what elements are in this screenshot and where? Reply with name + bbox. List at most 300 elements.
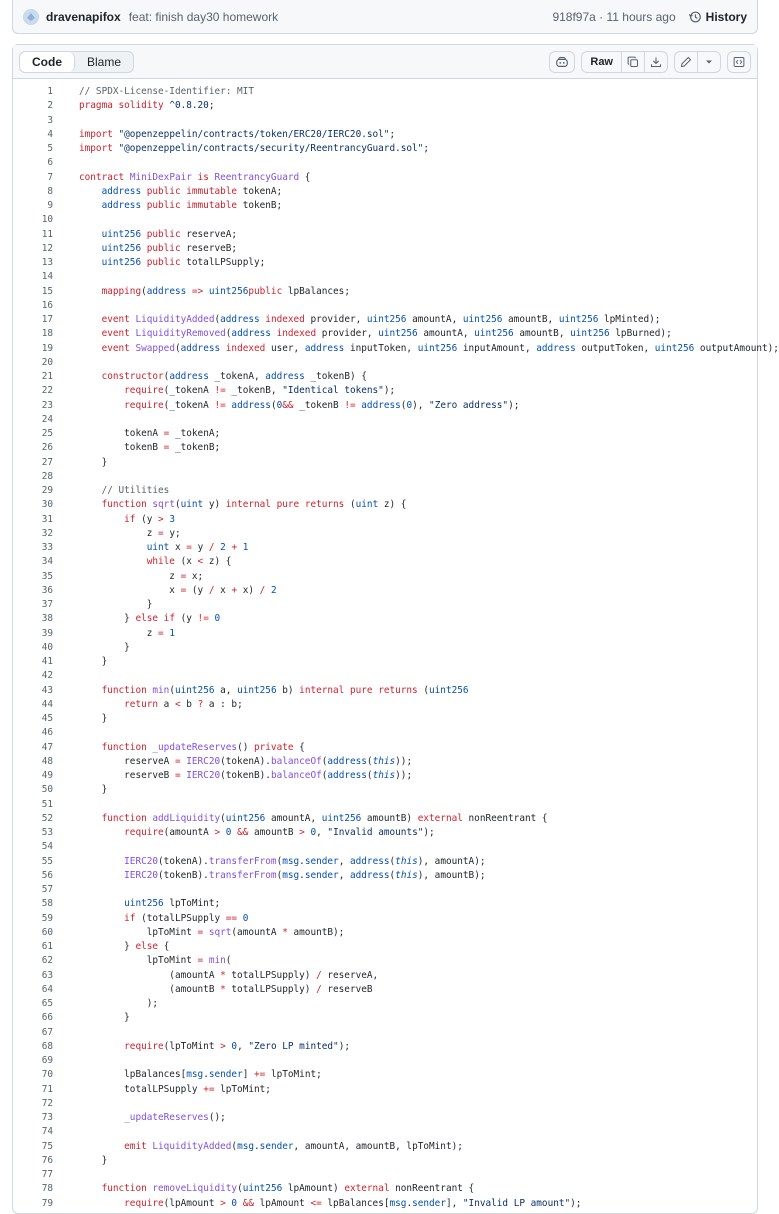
line-number[interactable]: 36 [41, 584, 53, 596]
code-token: external [417, 812, 469, 824]
commit-message[interactable]: feat: finish day30 homework [128, 9, 279, 24]
code-token: tokenB; [242, 200, 283, 211]
code-token: ( [389, 869, 396, 881]
line-number[interactable]: 47 [41, 741, 53, 753]
code-token [79, 827, 124, 838]
code-token: ), amountA); [417, 855, 486, 867]
code-line [13, 1125, 757, 1139]
code-token: && [237, 827, 255, 838]
line-number[interactable]: 37 [41, 599, 53, 610]
code-token: x [79, 584, 181, 596]
code-token: z [79, 627, 159, 639]
code-line [13, 299, 757, 313]
line-number[interactable]: 65 [41, 998, 53, 1009]
code-token: address [536, 342, 582, 354]
line-number[interactable]: 78 [41, 1183, 53, 1195]
history-label: History [705, 9, 747, 24]
line-code [53, 342, 779, 356]
code-token: this [372, 770, 396, 781]
code-line [13, 855, 757, 869]
line-number[interactable]: 63 [41, 969, 53, 981]
code-token: public [146, 257, 187, 268]
code-token: msg [282, 869, 300, 881]
code-token: uint256 [474, 328, 520, 340]
line-number[interactable]: 51 [41, 798, 53, 810]
line-code [53, 270, 79, 284]
code-token: sender [208, 1069, 243, 1081]
code-token: 0 [406, 399, 413, 411]
code-line [13, 812, 757, 826]
pencil-icon [680, 56, 692, 68]
author-avatar[interactable] [23, 9, 39, 25]
code-token: * [220, 969, 232, 981]
file-toolbar [13, 45, 757, 79]
code-line [13, 213, 757, 227]
code-token: = [158, 527, 170, 539]
code-token [79, 1041, 124, 1052]
line-code [53, 669, 79, 683]
code-token: address [169, 371, 215, 382]
code-token: } [79, 656, 108, 667]
code-token: indexed [276, 328, 322, 340]
line-number[interactable]: 70 [41, 1069, 53, 1081]
code-token: ( [321, 770, 328, 781]
line-code [53, 541, 248, 555]
code-token: event [101, 314, 136, 325]
line-code [53, 627, 175, 641]
code-token: (lpToMint [163, 1040, 221, 1052]
line-number[interactable]: 20 [41, 356, 53, 368]
line-code [53, 869, 485, 883]
line-code [53, 655, 107, 669]
line-number[interactable]: 23 [41, 399, 53, 411]
line-number[interactable]: 31 [41, 513, 53, 525]
code-token: address [180, 342, 226, 354]
code-token: _tokenB; [174, 442, 221, 454]
line-number[interactable]: 1 [47, 86, 53, 97]
line-number[interactable]: 42 [41, 670, 53, 682]
code-token: = [180, 584, 192, 596]
code-token: = [180, 570, 192, 582]
code-token: )); [395, 755, 413, 767]
line-code [53, 912, 248, 926]
line-number[interactable]: 4 [47, 128, 53, 140]
code-line [13, 926, 757, 940]
line-number[interactable]: 21 [41, 371, 53, 382]
code-line [13, 256, 757, 270]
code-token [79, 1141, 124, 1152]
code-token [79, 913, 124, 924]
code-token: IERC20 [186, 770, 221, 781]
download-raw-button[interactable] [644, 51, 668, 73]
line-code [53, 954, 231, 968]
line-number[interactable]: 17 [41, 314, 53, 325]
code-token: { [299, 171, 311, 183]
code-token: uint256 [366, 314, 413, 325]
line-number[interactable]: 59 [41, 912, 53, 924]
code-token: address [327, 770, 367, 781]
code-token: external [344, 1183, 396, 1195]
code-token: address [265, 371, 311, 382]
code-token: != [344, 399, 362, 411]
line-number[interactable]: 40 [41, 641, 53, 653]
line-code [53, 498, 406, 512]
code-token: lpAmount [259, 1197, 311, 1209]
tab-code[interactable]: Code [20, 52, 75, 72]
code-token: ; [208, 100, 221, 112]
code-token: "@openzeppelin/contracts/security/ReentrancyGuard.sol" [118, 143, 424, 154]
line-number[interactable]: 27 [41, 456, 53, 468]
code-token: { [163, 941, 170, 952]
line-code [53, 313, 660, 327]
code-token: != [214, 385, 232, 397]
line-number[interactable]: 44 [41, 698, 53, 710]
code-token: LiquidityAdded [152, 1140, 232, 1152]
code-line [13, 969, 757, 983]
line-number[interactable]: 57 [41, 884, 53, 895]
code-token: public [248, 285, 288, 297]
code-token: tokenA [79, 428, 164, 439]
code-line [13, 1140, 757, 1154]
line-number[interactable]: 12 [41, 242, 53, 254]
code-token: LiquidityAdded [135, 314, 215, 325]
code-line [13, 598, 757, 612]
line-number[interactable]: 61 [41, 941, 53, 952]
line-number[interactable]: 72 [41, 1097, 53, 1109]
line-number[interactable]: 5 [47, 143, 53, 154]
code-line [13, 270, 757, 284]
code-token: ] [242, 1069, 255, 1081]
line-number[interactable]: 69 [41, 1055, 53, 1066]
code-token: while [146, 556, 181, 568]
line-number[interactable]: 11 [41, 228, 53, 240]
line-code [53, 1125, 79, 1139]
line-number[interactable]: 8 [47, 185, 53, 197]
code-token: ^0.8.20 [169, 100, 209, 112]
code-token: "Invalid amounts" [327, 827, 424, 838]
line-number[interactable]: 74 [41, 1126, 53, 1138]
line-number[interactable]: 79 [41, 1197, 53, 1209]
code-token: balanceOf [270, 770, 322, 781]
code-line [13, 456, 757, 470]
code-token: require [124, 399, 164, 411]
line-number[interactable]: 38 [41, 613, 53, 625]
copilot-button[interactable] [549, 51, 575, 73]
code-token: () [237, 741, 254, 753]
code-token: sender [259, 1140, 294, 1152]
line-number[interactable]: 58 [41, 898, 53, 910]
code-token: lpBalances; [287, 285, 350, 297]
line-code [53, 712, 107, 726]
line-code [53, 798, 79, 812]
code-line [13, 669, 757, 683]
line-number[interactable]: 32 [41, 527, 53, 539]
line-number[interactable]: 18 [41, 328, 53, 340]
line-code [53, 584, 277, 598]
line-number[interactable]: 29 [41, 485, 53, 496]
code-token: ( [174, 342, 181, 354]
code-token [79, 385, 124, 396]
edit-file-button[interactable] [674, 51, 698, 73]
code-token: uint256 [558, 314, 604, 325]
line-number[interactable]: 75 [41, 1140, 53, 1152]
line-number[interactable]: 41 [41, 656, 53, 667]
line-code [53, 1140, 463, 1154]
line-number[interactable]: 2 [47, 100, 53, 112]
line-code [53, 755, 412, 769]
code-token: amountA, [423, 328, 475, 340]
line-number[interactable]: 60 [41, 926, 53, 938]
code-line [13, 156, 757, 170]
code-line [13, 470, 757, 484]
line-number[interactable]: 52 [41, 812, 53, 824]
line-code [53, 356, 79, 370]
code-token: address [231, 399, 271, 411]
code-token: 0 [231, 1197, 243, 1209]
line-number[interactable]: 66 [41, 1012, 53, 1024]
line-number[interactable]: 19 [41, 342, 53, 354]
code-token: / [316, 983, 328, 995]
code-token: 0 [310, 827, 317, 838]
line-code [53, 299, 79, 313]
code-token: = [186, 542, 198, 553]
code-token: outputToken, [581, 342, 655, 354]
line-number[interactable]: 13 [41, 257, 53, 268]
code-line [13, 840, 757, 854]
line-code [53, 1168, 79, 1182]
code-token: a, [220, 684, 238, 696]
line-number[interactable]: 33 [41, 542, 53, 553]
code-token: (_tokenA [163, 399, 215, 411]
code-line [13, 983, 757, 997]
line-code [53, 384, 395, 398]
code-token: } [79, 941, 136, 952]
code-token: + [231, 542, 243, 553]
line-number[interactable]: 49 [41, 770, 53, 781]
line-code [53, 142, 429, 156]
code-token: sender [304, 869, 339, 881]
code-token: a [163, 698, 175, 710]
line-number[interactable]: 73 [41, 1112, 53, 1123]
code-token: "Zero address" [429, 399, 509, 411]
code-token: = [158, 627, 170, 639]
code-token: > [220, 1197, 232, 1209]
code-token: (totalLPSupply [141, 912, 226, 924]
commit-sha-time[interactable]: 918f97a · 11 hours ago [552, 9, 676, 24]
line-code [53, 171, 310, 185]
code-token: totalLPSupply [79, 1083, 204, 1095]
code-token: msg [186, 1069, 204, 1081]
line-number[interactable]: 16 [41, 299, 53, 311]
line-number[interactable]: 10 [41, 214, 53, 226]
line-number[interactable]: 54 [41, 841, 53, 853]
code-token: uint [180, 499, 209, 511]
copy-raw-button[interactable] [621, 51, 645, 73]
code-token: (tokenA). [220, 755, 271, 767]
code-line [13, 826, 757, 840]
line-number[interactable]: 46 [41, 727, 53, 739]
code-token: } [79, 713, 108, 724]
code-token: "@openzeppelin/contracts/token/ERC20/IERC20.sol" [118, 128, 390, 140]
line-code [53, 99, 220, 113]
line-number[interactable]: 50 [41, 784, 53, 796]
code-token: totalLPSupply; [186, 257, 266, 268]
line-number[interactable]: 24 [41, 413, 53, 425]
code-line [13, 570, 757, 584]
code-token [79, 400, 124, 411]
code-token: uint256 [101, 242, 147, 254]
line-code [53, 242, 237, 256]
code-token: 0 [214, 613, 221, 625]
code-token: 0 [231, 1040, 238, 1052]
code-token: } [79, 1012, 130, 1024]
line-number[interactable]: 77 [41, 1169, 53, 1180]
line-number[interactable]: 67 [41, 1026, 53, 1038]
code-token: user, [270, 342, 305, 354]
code-token: IERC20 [124, 869, 159, 881]
code-token: provider, [321, 328, 379, 340]
tab-blame[interactable]: Blame [87, 54, 122, 69]
code-token: address [220, 314, 266, 325]
line-number[interactable]: 43 [41, 684, 53, 696]
line-code [53, 1054, 79, 1068]
code-token [79, 898, 124, 909]
line-number[interactable]: 68 [41, 1040, 53, 1052]
code-line [13, 114, 757, 128]
line-number[interactable]: 22 [41, 385, 53, 397]
code-token: } [79, 1154, 108, 1166]
code-token: address [304, 342, 350, 354]
code-token: ( [220, 812, 226, 824]
code-line [13, 498, 757, 512]
code-token: ReentrancyGuard [214, 171, 300, 183]
symbols-panel-button[interactable] [727, 51, 751, 73]
line-code [53, 570, 203, 584]
code-token: reserveA; [186, 228, 238, 240]
line-number[interactable]: 26 [41, 442, 53, 454]
code-token: uint256 [242, 1183, 288, 1195]
code-token: reserveB; [186, 242, 238, 254]
code-token: ], [445, 1197, 463, 1209]
line-number[interactable]: 14 [41, 271, 53, 283]
line-number[interactable]: 28 [41, 470, 53, 482]
code-token: lpBalances[ [79, 1069, 187, 1081]
line-number[interactable]: 62 [41, 955, 53, 967]
line-code [53, 555, 231, 569]
code-token: == [225, 912, 243, 924]
code-line [13, 1068, 757, 1082]
code-token: uint256 [417, 342, 463, 354]
code-token: < [197, 556, 209, 568]
code-token: inputAmount, [462, 342, 537, 354]
code-token: address [350, 869, 390, 881]
line-code [53, 1097, 79, 1111]
line-number[interactable]: 7 [47, 171, 53, 183]
code-token: (tokenB). [158, 869, 209, 881]
line-number[interactable]: 71 [41, 1083, 53, 1095]
edit-dropdown-button[interactable] [697, 51, 721, 73]
line-code [53, 327, 672, 341]
code-token: pragma solidity [79, 100, 170, 112]
line-number[interactable]: 45 [41, 713, 53, 724]
line-number[interactable]: 64 [41, 983, 53, 995]
code-line [13, 285, 757, 299]
code-token: nonReentrant { [395, 1183, 475, 1195]
line-number[interactable]: 3 [47, 114, 53, 126]
code-token: else [135, 941, 164, 952]
line-code [53, 413, 79, 427]
code-line [13, 427, 757, 441]
code-token: b) [282, 684, 300, 696]
code-line [13, 527, 757, 541]
line-number[interactable]: 48 [41, 755, 53, 767]
code-token: address [146, 285, 192, 297]
code-token: > [299, 827, 311, 838]
code-token: "Zero LP minted" [248, 1040, 339, 1052]
code-line [13, 1011, 757, 1025]
code-token: / [259, 584, 271, 596]
line-code [53, 441, 220, 455]
code-token: address [101, 200, 147, 211]
line-number[interactable]: 55 [41, 855, 53, 867]
line-number[interactable]: 25 [41, 428, 53, 439]
line-number[interactable]: 56 [41, 869, 53, 881]
code-token: z) { [208, 556, 232, 568]
line-code [53, 1182, 474, 1196]
line-number[interactable]: 39 [41, 627, 53, 639]
code-token: } [79, 641, 130, 653]
code-token: lpToMint; [270, 1069, 322, 1081]
code-token: ); [79, 998, 159, 1009]
code-token [79, 813, 102, 824]
code-view[interactable] [13, 79, 779, 1211]
line-code [53, 484, 169, 498]
code-token: ( [231, 1140, 238, 1152]
code-token [79, 328, 102, 339]
code-token: ( [169, 684, 175, 696]
code-line [13, 555, 757, 569]
code-token: require [124, 385, 164, 397]
code-token: 0 [225, 827, 238, 838]
code-token: + [231, 584, 243, 596]
code-token: , [316, 827, 328, 838]
code-token: _tokenB [299, 399, 345, 411]
commit-author[interactable]: dravenapifox [46, 9, 121, 24]
line-number[interactable]: 6 [47, 157, 53, 169]
code-token [79, 243, 102, 254]
history-button[interactable] [688, 10, 747, 24]
line-number[interactable]: 30 [41, 499, 53, 511]
code-line [13, 356, 757, 370]
line-number[interactable]: 9 [47, 200, 53, 211]
line-number[interactable]: 53 [41, 827, 53, 838]
code-token: // SPDX-License-Identifier: MIT [79, 86, 254, 97]
line-number[interactable]: 15 [41, 285, 53, 297]
code-token: ( [174, 499, 181, 511]
line-code [53, 812, 548, 826]
line-number[interactable]: 35 [41, 570, 53, 582]
code-token: lpToMint [79, 926, 198, 938]
line-number[interactable]: 76 [41, 1154, 53, 1166]
code-token: 1 [169, 627, 175, 639]
code-token: ); [423, 827, 435, 838]
code-token: LiquidityRemoved [135, 328, 226, 340]
line-number[interactable]: 34 [41, 556, 53, 568]
code-line [13, 755, 757, 769]
code-token: ( [366, 770, 373, 781]
raw-button[interactable]: Raw [581, 51, 622, 73]
code-token: (amountA [163, 827, 215, 838]
